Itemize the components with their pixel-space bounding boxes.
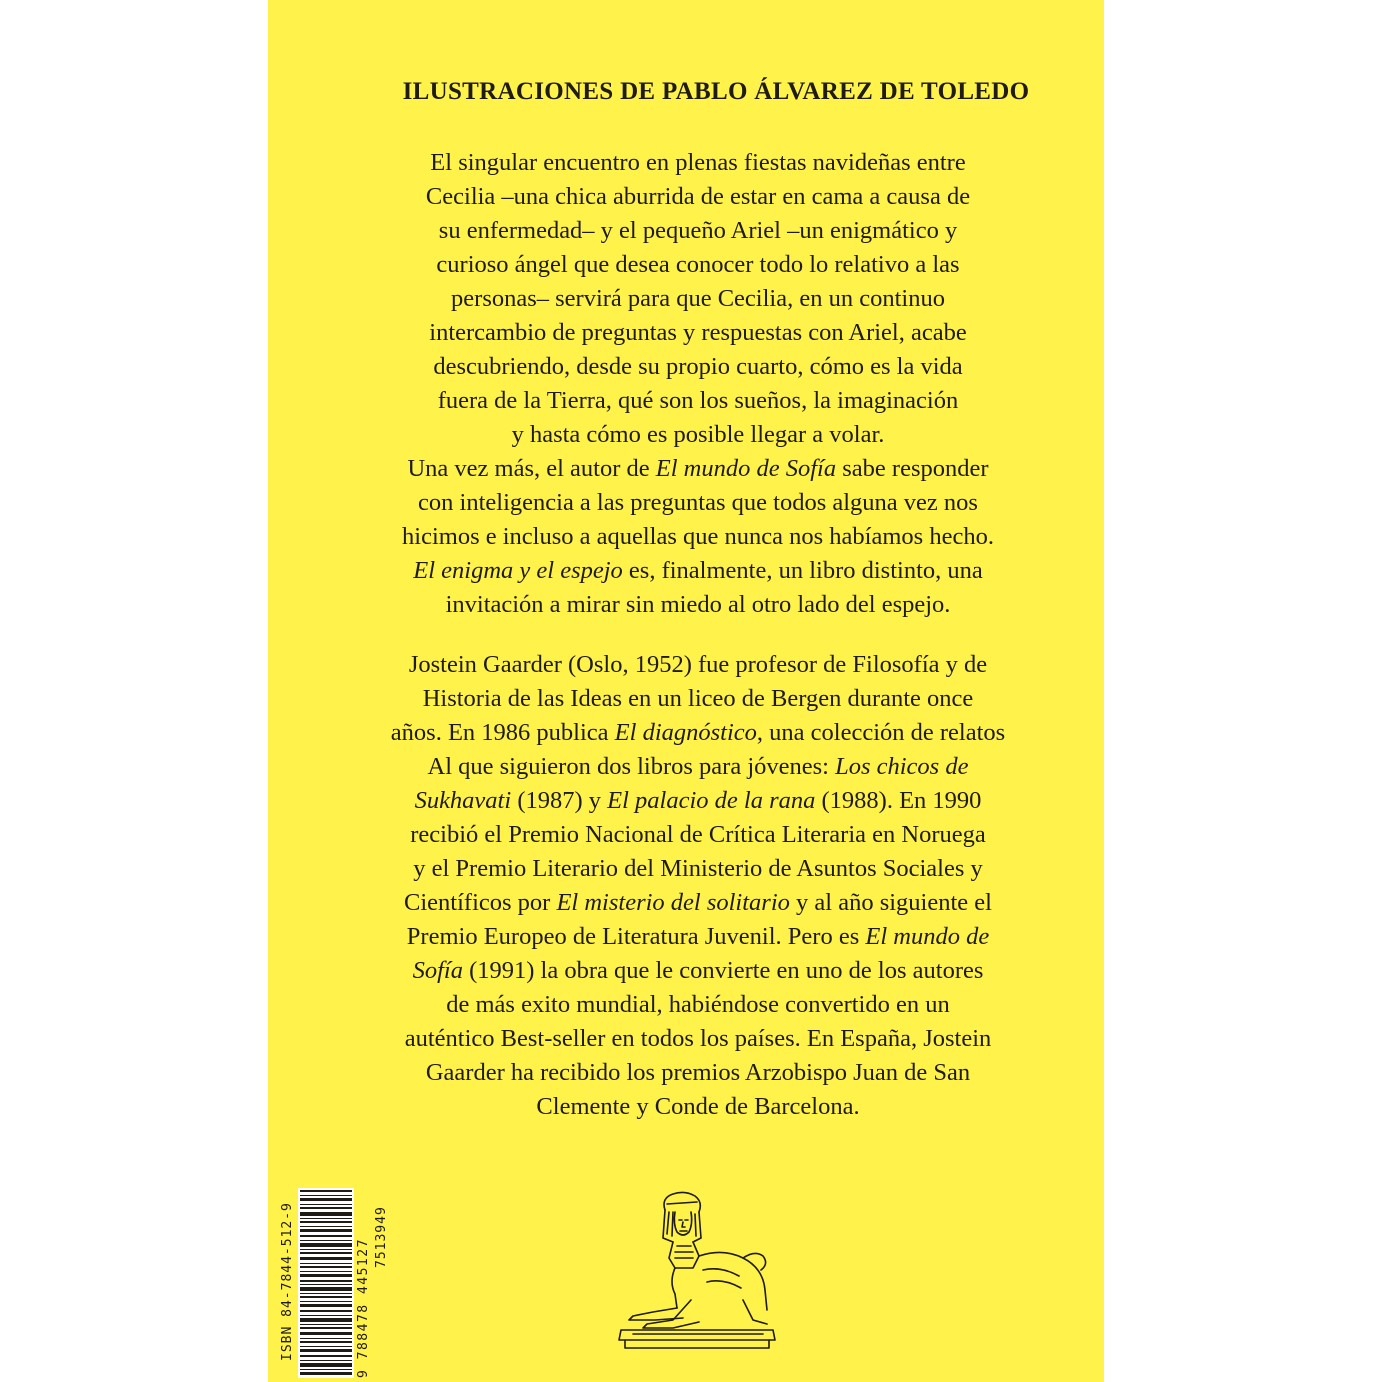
bio-line: Clemente y Conde de Barcelona. <box>536 1093 860 1120</box>
bio-line <box>348 750 1048 784</box>
book-title-italic: El enigma y el espejo <box>413 557 623 584</box>
ean-number: 9 788478 445127 <box>356 1238 371 1378</box>
synopsis-line: y hasta cómo es posible llegar a volar. <box>511 421 885 448</box>
text-run: y al año siguiente el <box>789 889 992 916</box>
text-run: (1987) y <box>511 787 608 814</box>
bio-line: recibió el Premio Nacional de Crítica Literaria en Noruega <box>410 821 986 848</box>
synopsis <box>348 146 1048 622</box>
synopsis-line: El singular encuentro en plenas fiestas navideñas entre <box>430 149 966 176</box>
book-title-italic: El mundo de Sofía <box>655 455 837 482</box>
bio-line: auténtico Best-seller en todos los países. En España, Jostein <box>404 1025 992 1052</box>
book-title-italic: Sofía <box>412 957 463 984</box>
bio-line <box>348 886 1048 920</box>
bio-line <box>348 954 1048 988</box>
text-run: (1988). En 1990 <box>815 787 982 814</box>
bio-line: y el Premio Literario del Ministerio de Asuntos Sociales y <box>413 855 983 882</box>
text-run: Al que siguieron dos libros para jóvenes: <box>427 753 836 780</box>
text-run: años. En 1986 publica <box>390 719 615 746</box>
book-title-italic: El misterio del solitario <box>556 889 790 916</box>
book-title-italic: El palacio de la rana <box>607 787 816 814</box>
isbn-label: ISBN 84-7844-512-9 <box>280 1202 295 1362</box>
bio-line: Jostein Gaarder (Oslo, 1952) fue profesor de Filosofía y de <box>408 651 988 678</box>
synopsis-line: su enfermedad– y el pequeño Ariel –un enigmático y <box>438 217 958 244</box>
text-run: , una colección de relatos <box>756 719 1006 746</box>
bio-line <box>348 920 1048 954</box>
barcode-icon <box>298 1188 354 1378</box>
bio-line <box>348 716 1048 750</box>
sphinx-logo-icon <box>603 1190 778 1360</box>
text-run: es, finalmente, un libro distinto, una <box>622 557 983 584</box>
book-title-italic: El diagnóstico <box>614 719 757 746</box>
bio-line: de más exito mundial, habiéndose convertido en un <box>446 991 950 1018</box>
synopsis-line <box>348 554 1048 588</box>
synopsis-line: Cecilia –una chica aburrida de estar en cama a causa de <box>425 183 971 210</box>
synopsis-line <box>348 452 1048 486</box>
synopsis-line: personas– servirá para que Cecilia, en un continuo <box>451 285 945 312</box>
text-run: Una vez más, el autor de <box>407 455 656 482</box>
synopsis-line: fuera de la Tierra, qué son los sueños, la imaginación <box>437 387 959 414</box>
synopsis-line: descubriendo, desde su propio cuarto, cómo es la vida <box>433 353 963 380</box>
bio-line <box>348 784 1048 818</box>
text-run: Premio Europeo de Literatura Juvenil. Pero es <box>406 923 866 950</box>
book-title-italic: Sukhavati <box>414 787 512 814</box>
synopsis-line: con inteligencia a las preguntas que todos alguna vez nos <box>418 489 978 516</box>
book-back-cover <box>268 0 1104 1382</box>
text-run: (1991) la obra que le convierte en uno de los autores <box>462 957 984 984</box>
bio-line: Historia de las Ideas en un liceo de Bergen durante once <box>422 685 974 712</box>
book-title-italic: El mundo de <box>865 923 990 950</box>
synopsis-line: invitación a mirar sin miedo al otro lado del espejo. <box>445 591 951 618</box>
book-title-italic: Los chicos de <box>835 753 969 780</box>
author-bio <box>348 648 1048 1124</box>
bio-line: Gaarder ha recibido los premios Arzobispo Juan de San <box>425 1059 971 1086</box>
illustrator-credit: ILUSTRACIONES DE PABLO ÁLVAREZ DE TOLEDO <box>402 78 1030 105</box>
text-run: sabe responder <box>836 455 989 482</box>
synopsis-line: intercambio de preguntas y respuestas con Ariel, acabe <box>429 319 967 346</box>
secondary-code: 7513949 <box>374 1206 389 1268</box>
synopsis-line: hicimos e incluso a aquellas que nunca nos habíamos hecho. <box>402 523 994 550</box>
synopsis-line: curioso ángel que desea conocer todo lo relativo a las <box>436 251 960 278</box>
text-run: Científicos por <box>404 889 557 916</box>
